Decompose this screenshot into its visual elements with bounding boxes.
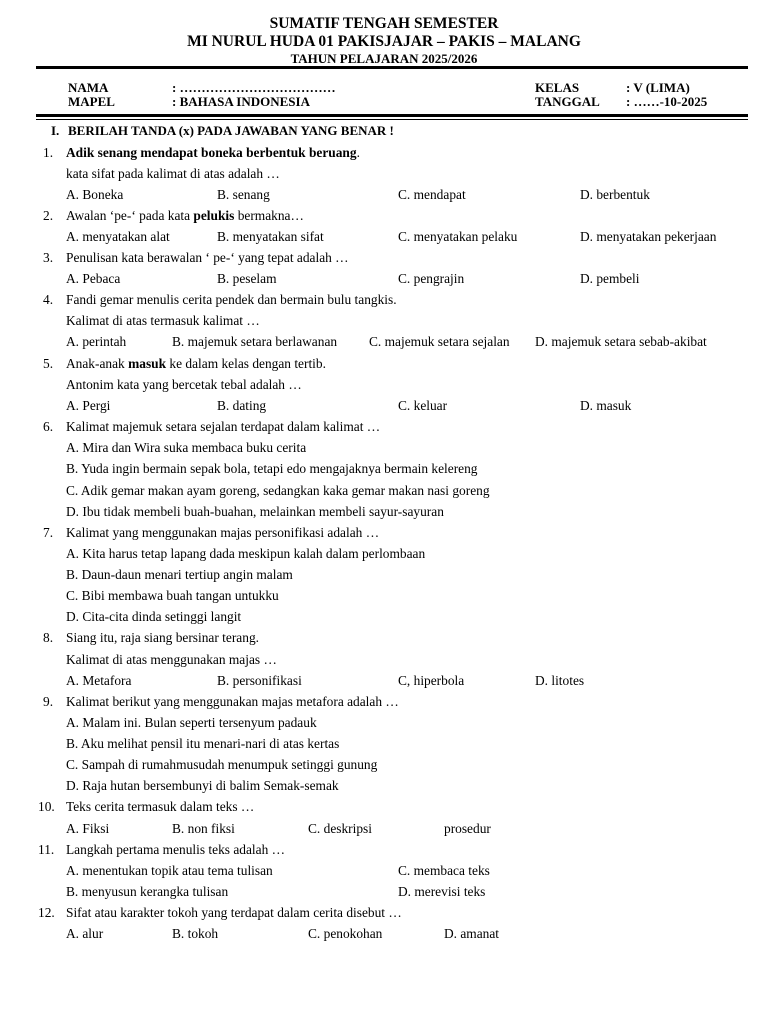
option-b[interactable]: B. Aku melihat pensil itu menari-nari di atas kertas (66, 736, 340, 751)
question-number: 5. (43, 356, 54, 371)
option-c[interactable]: C. mendapat (398, 187, 466, 202)
option-b[interactable]: B. non fiksi (172, 821, 235, 836)
option-b[interactable]: B. menyusun kerangka tulisan (66, 884, 229, 899)
question-number: 12. (38, 905, 55, 920)
question-text: Sifat atau karakter tokoh yang terdapat dalam cerita disebut … (66, 905, 402, 920)
section-numeral: I. (51, 123, 60, 138)
option-c[interactable]: C. deskripsi (308, 821, 372, 836)
option-b[interactable]: B. personifikasi (217, 673, 302, 688)
question-text: Anak-anak masuk ke dalam kelas dengan tertib. (66, 356, 326, 371)
question-number: 6. (43, 419, 54, 434)
option-a[interactable]: A. alur (66, 926, 104, 941)
header-divider-top (36, 66, 748, 69)
option-b[interactable]: B. Daun-daun menari tertiup angin malam (66, 567, 293, 582)
option-b[interactable]: B. tokoh (172, 926, 219, 941)
option-b[interactable]: B. peselam (217, 271, 277, 286)
question-number: 11. (38, 842, 55, 857)
option-b[interactable]: B. senang (217, 187, 270, 202)
option-c[interactable]: C. majemuk setara sejalan (369, 334, 510, 349)
question-number: 3. (43, 250, 54, 265)
academic-year: TAHUN PELAJARAN 2025/2026 (290, 51, 478, 66)
question-text: Adik senang mendapat boneka berbentuk beruang. (66, 145, 360, 160)
question-text: Kalimat majemuk setara sejalan terdapat dalam kalimat … (66, 419, 381, 434)
option-b[interactable]: B. Yuda ingin bermain sepak bola, tetapi edo mengajaknya bermain kelereng (66, 461, 478, 476)
header-divider-bottom-thin (36, 119, 748, 120)
question-subtext: Kalimat di atas termasuk kalimat … (66, 313, 260, 328)
option-d[interactable]: D. merevisi teks (398, 884, 486, 899)
question-number: 4. (43, 292, 54, 307)
school-name: MI NURUL HUDA 01 PAKISJAJAR – PAKIS – MALANG (187, 33, 581, 50)
tanggal-label: TANGGAL (535, 94, 600, 109)
option-d[interactable]: D. pembeli (580, 271, 640, 286)
option-a[interactable]: A. Kita harus tetap lapang dada meskipun kalah dalam perlombaan (66, 546, 426, 561)
header-divider-bottom (36, 114, 748, 117)
option-a[interactable]: A. perintah (66, 334, 127, 349)
question-number: 1. (43, 145, 54, 160)
question-text: Teks cerita termasuk dalam teks … (66, 799, 255, 814)
exam-title: SUMATIF TENGAH SEMESTER (269, 15, 499, 32)
option-b[interactable]: B. dating (217, 398, 267, 413)
nama-label: NAMA (68, 80, 109, 95)
kelas-label: KELAS (535, 80, 580, 95)
option-c[interactable]: C. membaca teks (398, 863, 490, 878)
option-a[interactable]: A. menentukan topik atau tema tulisan (66, 863, 273, 878)
question-subtext: Antonim kata yang bercetak tebal adalah … (66, 377, 302, 392)
option-c[interactable]: C. Sampah di rumahmusudah menumpuk setinggi gunung (66, 757, 378, 772)
question-number: 9. (43, 694, 54, 709)
option-a[interactable]: A. Metafora (66, 673, 132, 688)
question-text: Kalimat berikut yang menggunakan majas metafora adalah … (66, 694, 399, 709)
question-number: 2. (43, 208, 54, 223)
option-d[interactable]: prosedur (444, 821, 491, 836)
question-number: 7. (43, 525, 54, 540)
option-d[interactable]: D. Raja hutan bersembunyi di balim Semak-semak (66, 778, 339, 793)
nama-value: : ……………………………… (172, 80, 336, 95)
option-a[interactable]: A. Pergi (66, 398, 111, 413)
option-d[interactable]: D. litotes (535, 673, 585, 688)
question-text: Fandi gemar menulis cerita pendek dan bermain bulu tangkis. (66, 292, 397, 307)
option-a[interactable]: A. Pebaca (66, 271, 121, 286)
question-text: Langkah pertama menulis teks adalah … (66, 842, 286, 857)
option-c[interactable]: C. Adik gemar makan ayam goreng, sedangkan kaka gemar makan nasi goreng (66, 483, 490, 498)
option-c[interactable]: C, hiperbola (398, 673, 465, 688)
question-number: 10. (38, 799, 55, 814)
option-c[interactable]: C. pengrajin (398, 271, 465, 286)
option-d[interactable]: D. menyatakan pekerjaan (580, 229, 717, 244)
option-a[interactable]: A. Boneka (66, 187, 124, 202)
mapel-value: : BAHASA INDONESIA (172, 94, 310, 109)
option-c[interactable]: C. penokohan (308, 926, 383, 941)
option-d[interactable]: D. berbentuk (580, 187, 650, 202)
option-a[interactable]: A. Mira dan Wira suka membaca buku cerita (66, 440, 307, 455)
question-text: Kalimat yang menggunakan majas personifikasi adalah … (66, 525, 380, 540)
section-title: BERILAH TANDA (x) PADA JAWABAN YANG BENAR ! (68, 123, 394, 138)
option-d[interactable]: D. Cita-cita dinda setinggi langit (66, 609, 242, 624)
option-c[interactable]: C. Bibi membawa buah tangan untukku (66, 588, 279, 603)
mapel-label: MAPEL (68, 94, 115, 109)
kelas-value: : V (LIMA) (626, 80, 690, 95)
option-d[interactable]: D. masuk (580, 398, 632, 413)
option-a[interactable]: A. menyatakan alat (66, 229, 170, 244)
option-d[interactable]: D. amanat (444, 926, 500, 941)
option-b[interactable]: B. menyatakan sifat (217, 229, 324, 244)
question-text: Siang itu, raja siang bersinar terang. (66, 630, 259, 645)
question-subtext: kata sifat pada kalimat di atas adalah … (66, 166, 280, 181)
option-d[interactable]: D. majemuk setara sebab-akibat (535, 334, 707, 349)
tanggal-value: : ……-10-2025 (626, 94, 708, 109)
question-subtext: Kalimat di atas menggunakan majas … (66, 652, 277, 667)
option-a[interactable]: A. Fiksi (66, 821, 110, 836)
option-c[interactable]: C. menyatakan pelaku (398, 229, 518, 244)
question-text: Awalan ‘pe-‘ pada kata pelukis bermakna… (66, 208, 304, 223)
option-d[interactable]: D. Ibu tidak membeli buah-buahan, melainkan membeli sayur-sayuran (66, 504, 444, 519)
option-c[interactable]: C. keluar (398, 398, 448, 413)
option-a[interactable]: A. Malam ini. Bulan seperti tersenyum padauk (66, 715, 317, 730)
question-text: Penulisan kata berawalan ‘ pe-‘ yang tepat adalah … (66, 250, 349, 265)
question-number: 8. (43, 630, 54, 645)
option-b[interactable]: B. majemuk setara berlawanan (172, 334, 338, 349)
